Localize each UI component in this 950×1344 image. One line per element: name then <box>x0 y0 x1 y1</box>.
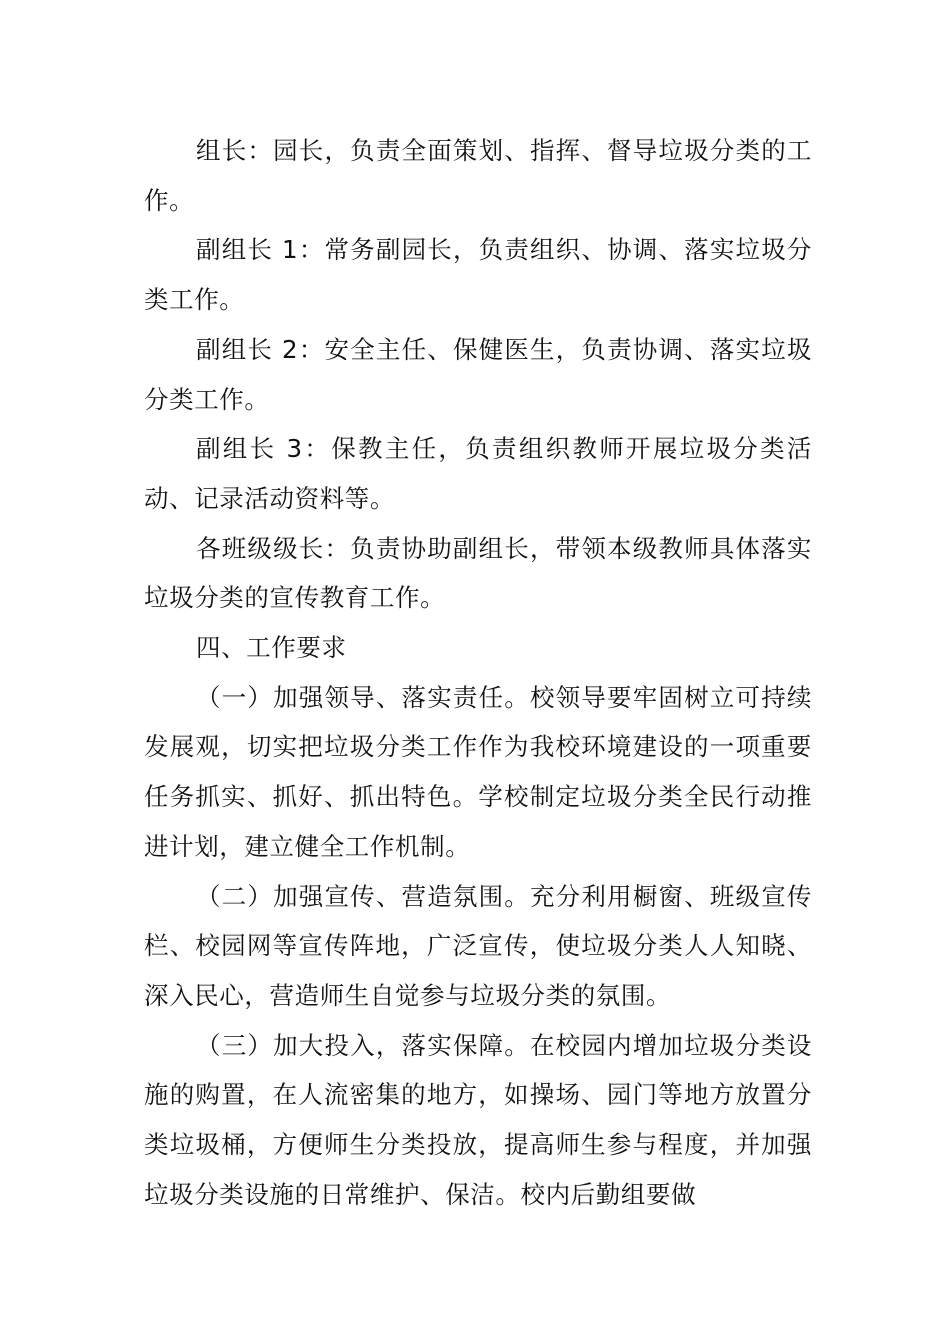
section-heading-work-requirements: 四、工作要求 <box>196 633 347 663</box>
paragraph-grade-leaders: 各班级级长：负责协助副组长，带领本级教师具体落实垃圾分类的宣传教育工作。 <box>144 533 812 613</box>
paragraph-deputy-leader-2: 副组长 2：安全主任、保健医生，负责协调、落实垃圾分类工作。 <box>144 334 812 414</box>
paragraph-team-leader: 组长：园长，负责全面策划、指挥、督导垃圾分类的工作。 <box>144 136 812 215</box>
paragraph-requirement-1: （一）加强领导、落实责任。校领导要牢固树立可持续发展观，切实把垃圾分类工作作为我校环境建设的一项重要任务抓实、抓好、抓出特色。学校制定垃圾分类全民行动推进计划，建立健全工作机制。 <box>144 682 812 861</box>
paragraph-deputy-leader-3: 副组长 3：保教主任，负责组织教师开展垃圾分类活动、记录活动资料等。 <box>144 434 812 513</box>
paragraph-requirement-2: （二）加强宣传、营造氛围。充分利用橱窗、班级宣传栏、校园网等宣传阵地，广泛宣传，使垃圾分类人人知晓、深入民心，营造师生自觉参与垃圾分类的氛围。 <box>144 881 812 1010</box>
paragraph-deputy-leader-1: 副组长 1：常务副园长，负责组织、协调、落实垃圾分类工作。 <box>144 235 812 315</box>
document-body <box>144 126 812 1219</box>
paragraph-requirement-3: （三）加大投入，落实保障。在校园内增加垃圾分类设施的购置，在人流密集的地方，如操场、园门等地方放置分类垃圾桶，方便师生分类投放，提高师生参与程度，并加强垃圾分类设施的日常维护、保洁。校内后勤组要做 <box>144 1030 812 1209</box>
